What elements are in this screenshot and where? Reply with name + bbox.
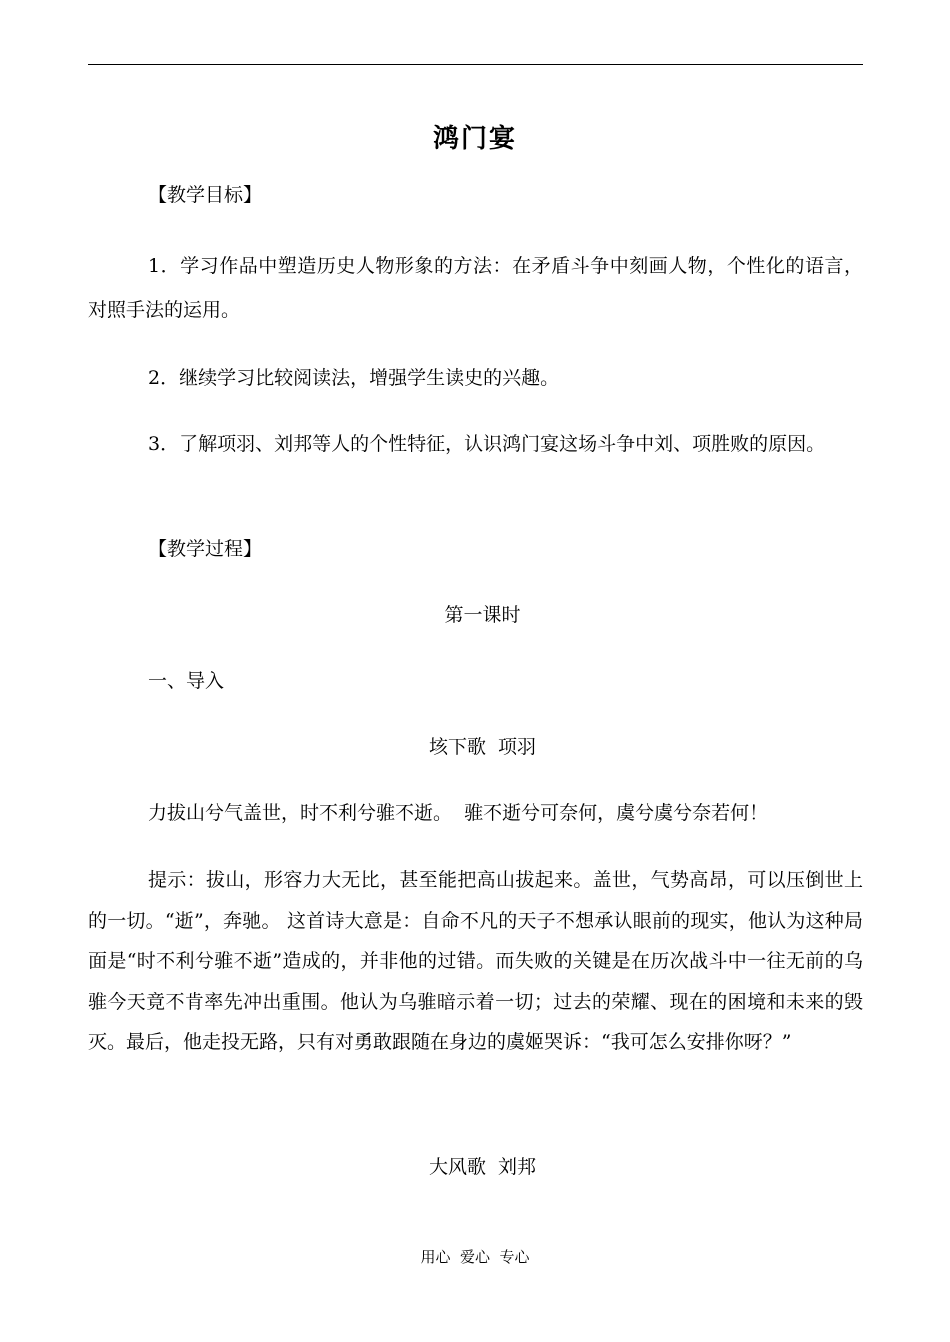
objective-3: 3．了解项羽、刘邦等人的个性特征，认识鸿门宴这场斗争中刘、项胜败的原因。 (148, 433, 826, 455)
page-footer: 用心 爱心 专心 (420, 1248, 530, 1266)
section-intro: 一、导入 (148, 670, 225, 692)
objectives-heading: 【教学目标】 (148, 184, 263, 206)
poem1-text: 力拔山兮气盖世，时不利兮骓不逝。 骓不逝兮可奈何，虞兮虞兮奈若何！ (148, 802, 769, 824)
objective-2: 2．继续学习比较阅读法，增强学生读史的兴趣。 (148, 367, 560, 389)
lesson-label: 第一课时 (444, 604, 521, 626)
process-heading: 【教学过程】 (148, 538, 263, 560)
poem2-title: 大风歌 刘邦 (428, 1156, 537, 1178)
hint-paragraph: 提示：拔山，形容力大无比，甚至能把高山拔起来。盖世，气势高昂，可以压倒世上的一切。“逝”，奔驰。 这首诗大意是：自命不凡的天子不想承认眼前的现实，他认为这种局面是“时不利兮骓不逝”造成的，并非他的过错。而失败的关键是在历次战斗中一往无前的乌骓今天竟不肯率先冲出重围。他认为乌骓暗示着一切；过去的荣耀、现在的困境和未来的毁灭。最后，他走投无路，只有对勇敢跟随在身边的虞姬哭诉：“我可怎么安排你呀？” (88, 869, 863, 1053)
objective-1: 1．学习作品中塑造历史人物形象的方法：在矛盾斗争中刻画人物，个性化的语言，对照手法的运用。 (88, 255, 863, 321)
header-rule (88, 64, 863, 65)
poem1-title: 垓下歌 项羽 (428, 736, 537, 758)
page-title: 鸿门宴 (432, 124, 517, 154)
